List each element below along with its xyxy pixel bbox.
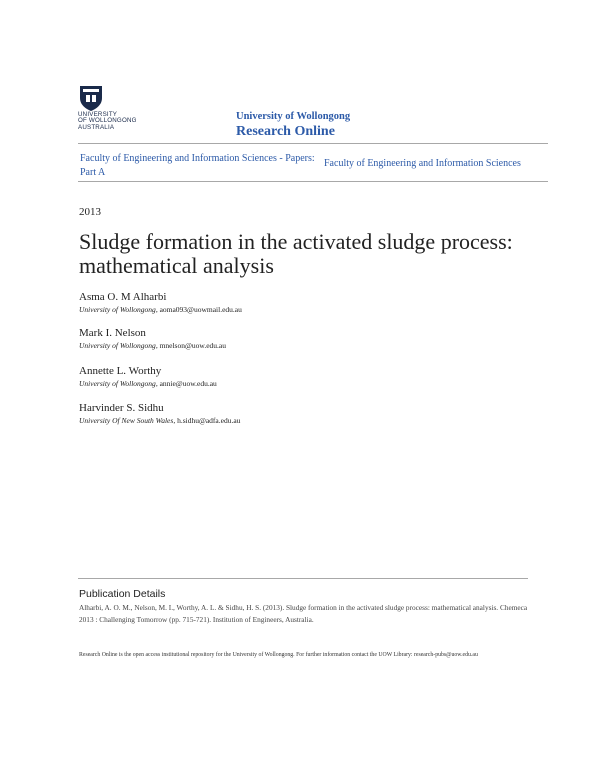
- logo-line: OF WOLLONGONG: [78, 117, 137, 125]
- logo-line: AUSTRALIA: [78, 123, 115, 131]
- author-entry: [79, 327, 549, 350]
- author-name: Asma O. M Alharbi: [79, 291, 167, 303]
- author-entry: [79, 365, 549, 388]
- breadcrumb-divider: [78, 181, 548, 182]
- repository-note: Research Online is the open access institutional repository for the University of Wollongong. For further information contact the UOW Library: research-pubs@uow.edu.au: [79, 652, 478, 658]
- site-subtitle-link[interactable]: Research Online: [236, 124, 335, 139]
- affiliation-name: University of Wollongong: [79, 379, 156, 388]
- author-affiliation: University of Wollongong, mnelson@uow.edu.au: [79, 341, 226, 350]
- author-entry: [79, 291, 549, 314]
- publication-year: 2013: [79, 206, 101, 218]
- affiliation-name: University Of New South Wales: [79, 416, 174, 425]
- author-email[interactable]: annie@uow.edu.au: [159, 379, 217, 388]
- author-affiliation: University of Wollongong, aoma093@uowmail.edu.au: [79, 305, 242, 314]
- author-name: Mark I. Nelson: [79, 327, 146, 339]
- publication-heading: Publication Details: [79, 588, 166, 600]
- publication-divider: [78, 578, 528, 579]
- header-divider: [78, 143, 548, 144]
- author-email[interactable]: mnelson@uow.edu.au: [159, 341, 226, 350]
- affiliation-name: University of Wollongong: [79, 305, 156, 314]
- affiliation-name: University of Wollongong: [79, 341, 156, 350]
- publication-citation: Alharbi, A. O. M., Nelson, M. I., Worthy, A. L. & Sidhu, H. S. (2013). Sludge formation in the activated sludge process: mathematical analysis. Chemeca 2013 : Challenging Tomorrow (pp. 715-721). Institution of Engineers, Australia.: [79, 603, 528, 624]
- author-name: Harvinder S. Sidhu: [79, 402, 164, 414]
- paper-title: Sludge formation in the activated sludge process: mathematical analysis: [79, 229, 513, 278]
- author-entry: [79, 402, 549, 425]
- shield-crest-icon: [78, 84, 104, 112]
- site-title-link[interactable]: University of Wollongong: [236, 111, 351, 122]
- author-email[interactable]: aoma093@uowmail.edu.au: [159, 305, 242, 314]
- author-email[interactable]: h.sidhu@adfa.edu.au: [177, 416, 241, 425]
- author-name: Annette L. Worthy: [79, 365, 162, 377]
- collection-link[interactable]: Faculty of Engineering and Information Sciences - Papers: Part A: [80, 153, 315, 178]
- university-logo: [78, 84, 148, 136]
- logo-line: UNIVERSITY: [78, 111, 118, 118]
- author-affiliation: University of Wollongong, annie@uow.edu.au: [79, 379, 217, 388]
- author-affiliation: University Of New South Wales, h.sidhu@adfa.edu.au: [79, 416, 241, 425]
- faculty-link[interactable]: Faculty of Engineering and Information Sciences: [324, 158, 521, 169]
